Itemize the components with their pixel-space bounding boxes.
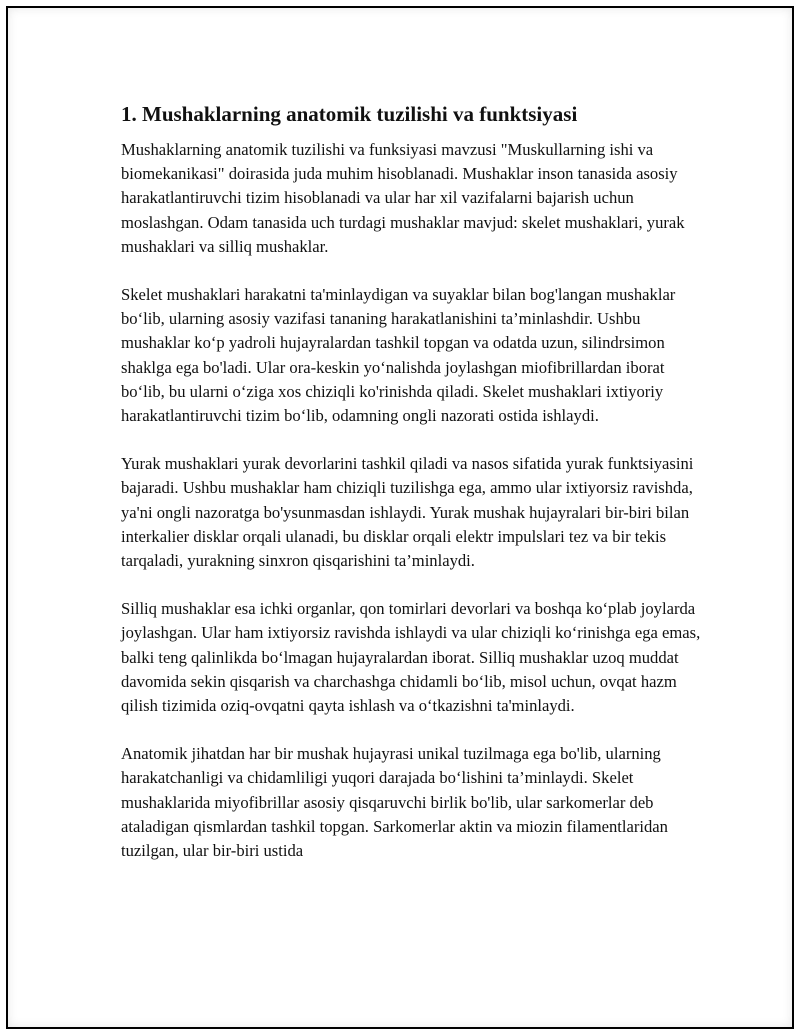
paragraph-intro: Mushaklarning anatomik tuzilishi va funksiyasi mavzusi "Muskullarning ishi va biomekanikasi" doirasida juda muhim hisoblanadi. Mushaklar inson tanasida asosiy harakatlantiruvchi tizim hisoblanadi va ular har xil vazifalarni bajarish uchun moslashgan. Odam tanasida uch turdagi mushaklar mavjud: skelet mushaklari, yurak mushaklari va silliq mushaklar.	[121, 140, 685, 256]
document-page	[6, 6, 794, 1029]
paragraph-cardiac-muscles: Yurak mushaklari yurak devorlarini tashkil qiladi va nasos sifatida yurak funktsiyasini bajaradi. Ushbu mushaklar ham chiziqli tuzilishga ega, ammo ular ixtiyorsiz ravishda, ya'ni ongli nazoratga bo'ysunmasdan ishlaydi. Yurak mushak hujayralari bir-biri bilan interkalier disklar orqali ulanadi, bu disklar orqali elektr impulslari tez va bir tekis tarqaladi, yurakning sinxron qisqarishini ta’minlaydi.	[121, 454, 694, 571]
paragraph-skeletal-muscles: Skelet mushaklari harakatni ta'minlaydigan va suyaklar bilan bog'langan mushaklar bo‘lib, ularning asosiy vazifasi tananing harakatlanishini ta’minlashdir. Ushbu mushaklar ko‘p yadroli hujayralardan tashkil topgan va odatda uzun, silindrsimon shaklga ega bo'ladi. Ular ora-keskin yo‘nalishda joylashgan miofibrillardan iborat bo‘lib, bu ularni o‘ziga xos chiziqli ko'rinishda qiladi. Skelet mushaklari ixtiyoriy harakatlantiruvchi tizim bo‘lib, odamning ongli nazorati ostida ishlaydi.	[121, 285, 676, 426]
section-heading: 1. Mushaklarning anatomik tuzilishi va funktsiyasi	[121, 102, 578, 126]
paragraph-anatomy: Anatomik jihatdan har bir mushak hujayrasi unikal tuzilmaga ega bo'lib, ularning harakatchanligi va chidamliligi yuqori darajada bo‘lishini ta’minlaydi. Skelet mushaklarida miyofibrillar asosiy qisqaruvchi birlik bo'lib, ular sarkomerlar deb ataladigan qismlardan tashkil topgan. Sarkomerlar aktin va miozin filamentlaridan tuzilgan, ular bir-biri ustida	[121, 744, 668, 861]
paragraph-smooth-muscles: Silliq mushaklar esa ichki organlar, qon tomirlari devorlari va boshqa ko‘plab joylarda joylashgan. Ular ham ixtiyorsiz ravishda ishlaydi va ular chiziqli ko‘rinishga ega emas, balki teng qalinlikda bo‘lmagan hujayralardan iborat. Silliq mushaklar uzoq muddat davomida sekin qisqarish va charchashga chidamli bo‘lib, misol uchun, ovqat hazm qilish tizimida oziq-ovqatni qayta ishlash va o‘tkazishni ta'minlaydi.	[121, 599, 701, 716]
document-body	[121, 100, 701, 887]
